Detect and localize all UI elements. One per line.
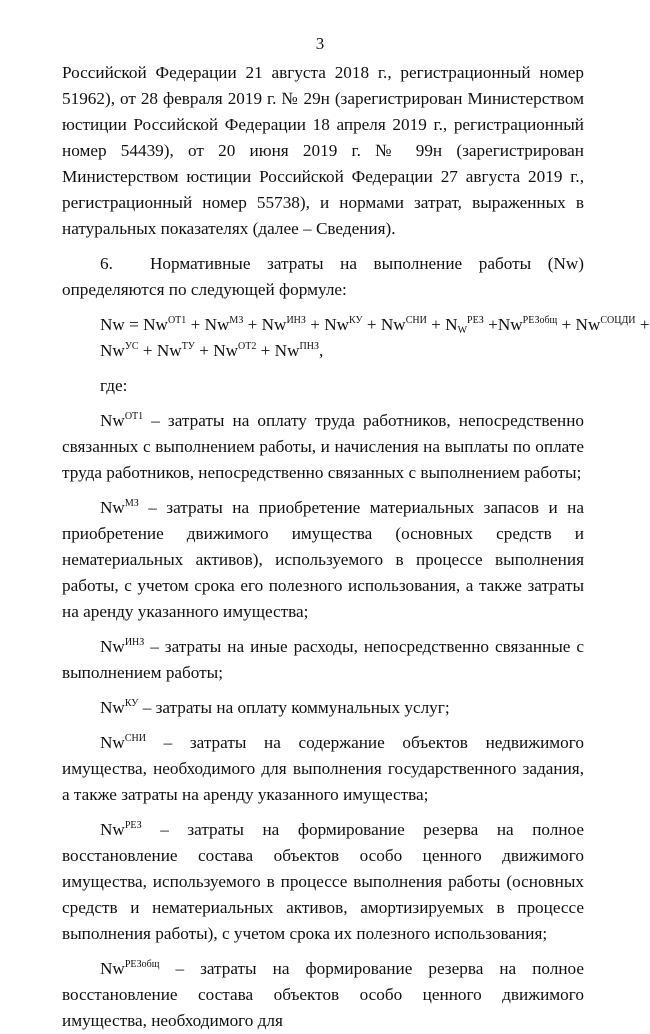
term-superscript: РЕЗобщ — [522, 315, 558, 326]
formula-term — [498, 315, 576, 334]
term-superscript: СОЦДИ — [600, 315, 636, 326]
term-base: Nw — [575, 315, 601, 334]
definition-text: – затраты на приобретение материальных запасов и на приобретение движимого имущества (основных средств и нематериальных активов), используемого в процессе выполнения работы, с учетом срока его полезного использования, а также затраты на аренду указанного имущества; — [62, 498, 584, 621]
formula-term — [100, 637, 144, 656]
formula-term — [100, 820, 142, 839]
formula-operator: , — [318, 341, 324, 360]
definition-paragraph — [62, 408, 584, 486]
formula-term — [143, 315, 204, 334]
formula-term — [576, 315, 650, 334]
term-superscript: РЕЗ — [124, 820, 142, 831]
term-base: Nw — [100, 959, 125, 978]
term-superscript: КУ — [124, 698, 139, 709]
document-body — [62, 60, 650, 1034]
definition-text: – затраты на оплату труда работников, непосредственно связанных с выполнением работы, и начисления на выплаты по оплате труда работников, непосредственно связанных с выполнением работы; — [62, 411, 584, 482]
term-superscript: ПНЗ — [299, 341, 319, 352]
formula-line-2 — [62, 338, 584, 364]
formula-operator: + — [557, 315, 576, 334]
formula-operator: + — [483, 315, 498, 334]
term-base: Nw — [156, 341, 182, 360]
definition-paragraph — [62, 956, 584, 1034]
formula-term — [100, 498, 139, 517]
formula-term — [100, 411, 143, 430]
definition-text: – затраты на оплату коммунальных услуг; — [138, 698, 450, 717]
term-superscript: ОТ1 — [124, 411, 144, 422]
term-superscript: РЕЗобщ — [124, 959, 160, 970]
formula-operator: + — [362, 315, 381, 334]
formula-term — [262, 315, 325, 334]
term-base: Nw — [100, 733, 125, 752]
formula-term — [205, 315, 262, 334]
formula-term — [324, 315, 381, 334]
term-superscript: МЗ — [124, 498, 139, 509]
formula-operator: + — [243, 315, 262, 334]
term-base: Nw — [100, 637, 125, 656]
term-base: Nw — [100, 698, 125, 717]
term-base: Nw — [143, 315, 168, 334]
term-base: Nw — [100, 820, 125, 839]
formula-lhs: Nw — [100, 315, 125, 334]
term-superscript: МЗ — [229, 315, 244, 326]
formula-term — [100, 698, 138, 717]
term-base: Nw — [261, 315, 287, 334]
term-superscript: РЕЗ — [467, 315, 484, 326]
term-superscript: СНИ — [405, 315, 427, 326]
item-6-text: Нормативные затраты на выполнение работы (Nw) определяются по следующей формуле: — [62, 254, 584, 299]
definition-paragraph — [62, 495, 584, 625]
formula-operator: + — [138, 341, 157, 360]
definition-text: – затраты на формирование резерва на полное восстановление состава объектов особо ценного движимого имущества, необходимого для — [62, 959, 584, 1030]
term-base: Nw — [274, 341, 300, 360]
formula-equals: = — [124, 315, 144, 334]
item-6-paragraph — [62, 251, 584, 303]
term-superscript: ОТ2 — [238, 341, 257, 352]
page-number: 3 — [315, 34, 325, 53]
term-base: Nw — [100, 341, 125, 360]
definition-text: – затраты на иные расходы, непосредственно связанные с выполнением работы; — [62, 637, 584, 682]
formula-operator: + — [186, 315, 205, 334]
formula-operator: + — [194, 341, 214, 360]
term-superscript: ИНЗ — [286, 315, 306, 326]
definition-text: – затраты на формирование резерва на полное восстановление состава объектов особо ценного движимого имущества, используемого в процессе выполнения работы (основных средств и нематериальных активов, амортизируемых в процессе выполнения работы), с учетом срока их полезного использования; — [62, 820, 584, 943]
term-superscript: УС — [124, 341, 139, 352]
formula-term — [100, 959, 159, 978]
term-base: Nw — [100, 498, 125, 517]
definitions-list — [62, 408, 584, 1034]
formula-term — [381, 315, 445, 334]
formula-term — [445, 315, 498, 334]
term-superscript: СНИ — [124, 733, 146, 744]
formula-term — [100, 733, 146, 752]
definition-text: – затраты на содержание объектов недвижимого имущества, необходимого для выполнения государственного задания, а также затраты на аренду указанного имущества; — [62, 733, 584, 804]
where-label: где: — [100, 376, 128, 395]
term-base: Nw — [324, 315, 350, 334]
term-superscript: ИНЗ — [124, 637, 145, 648]
formula-term — [275, 341, 324, 360]
formula-operator: + — [426, 315, 446, 334]
term-base: Nw — [100, 411, 125, 430]
definition-paragraph — [62, 730, 584, 808]
definition-paragraph — [62, 634, 584, 686]
item-number: 6. — [100, 254, 113, 273]
term-base: Nw — [213, 341, 239, 360]
term-base: Nw — [497, 315, 523, 334]
term-subscript: W — [457, 325, 468, 336]
intro-paragraph: Российской Федерации 21 августа 2018 г., регистрационный номер 51962), от 28 февраля 2019 г. № 29н (зарегистрирован Министерством юстиции Российской Федерации 18 апреля 2019 г., регистрационный номер 54439), от 20 июня 2019 г. № 99н (зарегистрирован Министерством юстиции Российской Федерации 27 августа 2019 г., регистрационный номер 55738), и нормами затрат, выраженных в натуральных показателях (далее – Сведения). — [62, 63, 584, 238]
formula-operator: + — [256, 341, 275, 360]
formula-term — [157, 341, 213, 360]
formula-term — [100, 341, 157, 360]
definition-paragraph — [62, 695, 584, 721]
term-superscript: ТУ — [181, 341, 195, 352]
formula-line-1 — [62, 312, 650, 338]
formula-operator: + — [305, 315, 325, 334]
formula-term — [213, 341, 274, 360]
formula-operator: + — [635, 315, 650, 334]
term-base: Nw — [204, 315, 230, 334]
term-superscript: КУ — [349, 315, 363, 326]
term-superscript: ОТ1 — [167, 315, 187, 326]
definition-paragraph — [62, 817, 584, 947]
term-base: Nw — [380, 315, 406, 334]
term-base: N — [445, 315, 458, 334]
